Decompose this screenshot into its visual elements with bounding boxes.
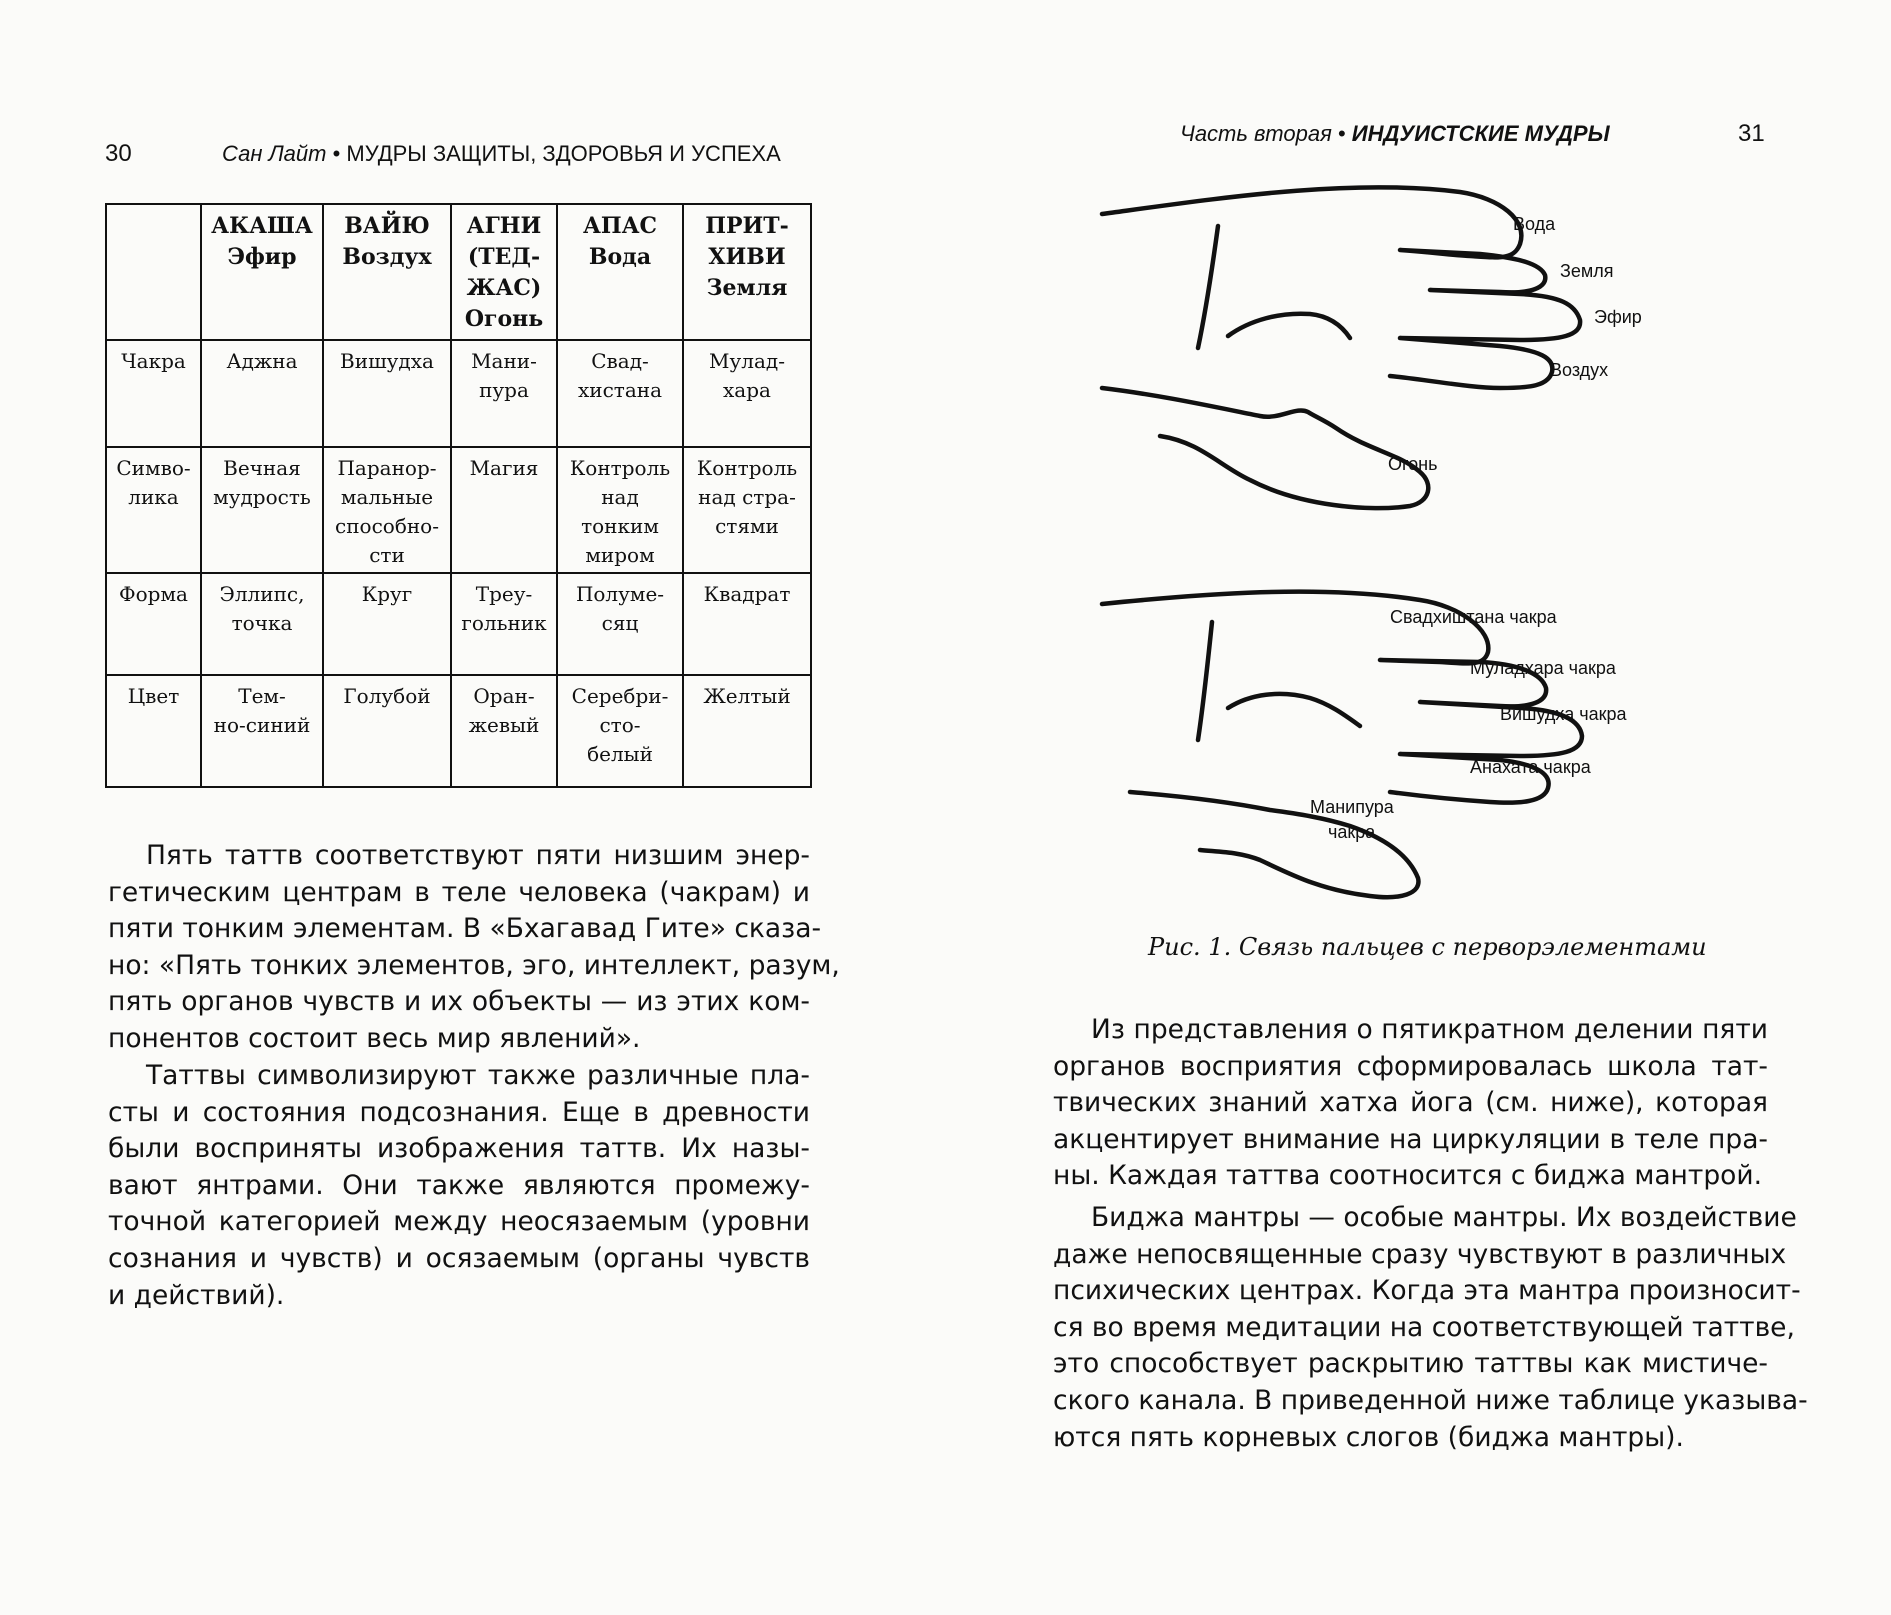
finger-label-earth: Земля [1560,261,1614,281]
palm-crease-vertical [1198,622,1212,740]
table-row [106,447,811,573]
running-header-left [222,141,781,167]
table-header-cell: АПАС Вода [557,204,683,340]
left-paragraph-2 [108,1058,810,1314]
table-cell: Вечная мудрость [201,447,323,573]
text-line: это способствует раскрытию таттвы как мистиче- [1053,1348,1768,1380]
text-line: сознания и чувств) и осязаемым (органы чувств [108,1242,810,1274]
finger-label-ether: Эфир [1594,307,1642,327]
table-row [106,573,811,675]
header-section-title: ИНДУИСТСКИЕ МУДРЫ [1351,121,1610,146]
palm-crease-curve [1228,314,1350,338]
table-header-row [106,204,811,340]
table-cell: Серебри- сто- белый [557,675,683,787]
finger-label-anahata: Анахата чакра [1470,757,1591,777]
table-cell: Желтый [683,675,811,787]
header-separator: • [332,141,341,166]
hand-chakras-figure [1100,590,1740,910]
table-cell: Свад- хистана [557,340,683,447]
header-part: Часть вторая [1180,121,1332,146]
figure-caption: Рис. 1. Связь пальцев с перворэлементами [1148,933,1707,961]
text-line: понентов состоит весь мир явлений». [108,1022,641,1054]
table-row [106,340,811,447]
text-line: гетическим центрам в теле человека (чакрам) и [108,876,810,908]
finger-label-manipura: Манипура [1310,797,1394,817]
header-separator: • [1337,121,1346,146]
hand-outline [1102,187,1580,388]
text-line: Пять таттв соответствуют пяти низшим энер- [146,840,810,871]
table-cell: Паранор- мальные способно- сти [323,447,451,573]
finger-label-air: Воздух [1550,360,1609,380]
tattva-table [105,203,812,788]
table-header-cell: АГНИ (ТЕД- ЖАС) Огонь [451,204,557,340]
table-cell: Эллипс, точка [201,573,323,675]
table-header-cell: ВАЙЮ Воздух [323,204,451,340]
hand-elements-figure [1100,180,1740,520]
table-row [106,675,811,787]
text-line: органов восприятия сформировалась школа тат- [1053,1050,1768,1082]
table-cell: Магия [451,447,557,573]
page-number-right: 31 [1738,120,1765,147]
left-page [0,0,945,1615]
table-cell: Контроль над тонким миром [557,447,683,573]
text-line: Таттвы символизируют также различные пла- [146,1060,810,1091]
text-line: пять органов чувств и их объекты — из этих ком- [108,986,810,1018]
table-cell: Полуме- сяц [557,573,683,675]
table-cell: Контроль над стра- стями [683,447,811,573]
text-line: Из представления о пятикратном делении пяти [1091,1014,1768,1045]
table-cell: Тем- но-синий [201,675,323,787]
table-row-label: Цвет [106,675,201,787]
table-cell: Круг [323,573,451,675]
text-line: пяти тонким элементам. В «Бхагавад Гите» сказа- [108,913,822,945]
header-author: Сан Лайт [222,141,327,166]
text-line: ны. Каждая таттва соотносится с биджа мантрой. [1053,1160,1763,1192]
finger-label-svadhisthana: Свадхиштана чакра [1390,607,1557,627]
text-line: ся во время медитации на соответствующей таттве, [1053,1311,1795,1343]
text-line: акцентирует внимание на циркуляции в теле пра- [1053,1123,1768,1155]
right-paragraph-2 [1053,1200,1808,1456]
text-line: и действий). [108,1279,285,1311]
table-cell: Квадрат [683,573,811,675]
finger-label-manipura-chakra: чакра [1328,822,1376,842]
text-line: ского канала. В приведенной ниже таблице указыва- [1053,1384,1808,1416]
palm-crease-vertical [1198,226,1218,348]
table-cell: Голубой [323,675,451,787]
finger-label-vishuddha: Вишудха чакра [1500,704,1627,724]
table-cell: Аджна [201,340,323,447]
text-line: но: «Пять тонких элементов, эго, интеллект, разум, [108,949,840,981]
page-number-left: 30 [105,140,132,167]
palm-crease-curve [1228,694,1360,726]
table-row-label: Симво- лика [106,447,201,573]
table-cell: Оран- жевый [451,675,557,787]
hand-lower-edge [1102,388,1428,508]
table-cell: Мани- пура [451,340,557,447]
table-cell: Вишудха [323,340,451,447]
text-line: даже непосвященные сразу чувствуют в различных [1053,1238,1787,1270]
header-book-title: МУДРЫ ЗАЩИТЫ, ЗДОРОВЬЯ И УСПЕХА [346,141,781,166]
text-line: Биджа мантры — особые мантры. Их воздействие [1091,1202,1797,1233]
table-header-cell: АКАША Эфир [201,204,323,340]
running-header-right [1180,121,1610,147]
finger-label-muladhara: Муладхара чакра [1470,658,1616,678]
text-line: точной категорией между неосязаемым (уровни [108,1206,810,1238]
table-cell: Треу- гольник [451,573,557,675]
table-row-label: Чакра [106,340,201,447]
text-line: сты и состояния подсознания. Еще в древности [108,1096,810,1128]
text-line: были восприняты изображения таттв. Их назы- [108,1133,810,1165]
table-row-label: Форма [106,573,201,675]
table-header-cell: ПРИТ- ХИВИ Земля [683,204,811,340]
finger-label-fire: Огонь [1388,454,1438,474]
text-line: психических центрах. Когда эта мантра произносит- [1053,1275,1801,1307]
text-line: вают янтрами. Они также являются промежу- [108,1169,810,1201]
table-header-cell [106,204,201,340]
text-line: твических знаний хатха йога (см. ниже), которая [1053,1087,1768,1119]
finger-label-water: Вода [1513,214,1556,234]
right-paragraph-1 [1053,1012,1768,1195]
text-line: ются пять корневых слогов (биджа мантры). [1053,1421,1684,1453]
left-paragraph-1 [108,838,840,1058]
table-cell: Мулад- хара [683,340,811,447]
